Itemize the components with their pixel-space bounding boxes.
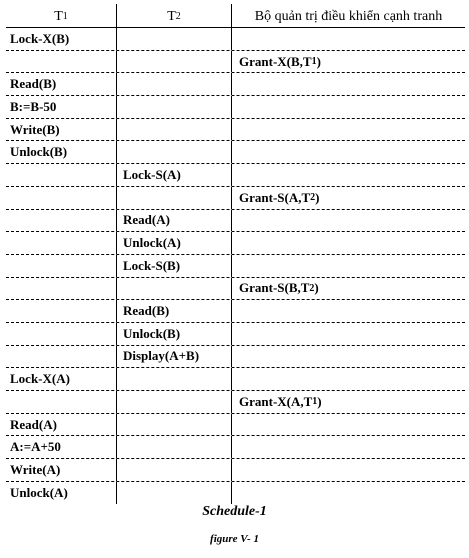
table-row: [6, 482, 465, 505]
table-row: [6, 28, 465, 51]
table-row: [6, 436, 465, 459]
manager-cell: [231, 346, 465, 368]
t1-cell: [6, 300, 116, 322]
t1-cell: Unlock(A): [10, 485, 68, 501]
t2-cell: [116, 187, 231, 209]
table-row: [6, 278, 465, 301]
manager-cell: Grant-X(B,T 1 ): [231, 51, 465, 73]
t2-cell: [116, 459, 231, 481]
manager-cell: [231, 96, 465, 118]
manager-cell: [231, 300, 465, 322]
t1-cell: A:=A+50: [10, 439, 61, 455]
t2-cell: [116, 436, 231, 458]
manager-cell: Grant-S(A,T 2 ): [231, 187, 465, 209]
header-t2: [116, 4, 231, 27]
t2-cell: Lock-S(A): [116, 164, 231, 186]
schedule-caption: Schedule-1: [202, 504, 267, 519]
t1-cell: [6, 278, 116, 300]
table-row: [6, 51, 465, 74]
table-row: [6, 210, 465, 233]
table-row: [6, 96, 465, 119]
schedule-table: [6, 4, 465, 504]
table-row: [6, 346, 465, 369]
table-row: [6, 300, 465, 323]
t1-cell: Lock-X(A): [10, 371, 70, 387]
t1-cell: Write(B): [10, 121, 60, 137]
t2-cell: [116, 391, 231, 413]
t2-cell: [116, 414, 231, 436]
manager-cell: [231, 482, 465, 505]
t2-cell: [116, 28, 231, 50]
table-row: [6, 73, 465, 96]
manager-cell: [231, 232, 465, 254]
manager-cell: [231, 414, 465, 436]
manager-cell: [231, 368, 465, 390]
table-row: [6, 368, 465, 391]
t1-cell: [6, 232, 116, 254]
manager-cell: [231, 73, 465, 95]
t2-cell: Read(A): [116, 210, 231, 232]
t1-cell: Lock-X(B): [10, 30, 70, 46]
header-t2-letter: T: [167, 8, 176, 24]
t2-cell: [116, 96, 231, 118]
manager-cell: [231, 210, 465, 232]
table-row: [6, 459, 465, 482]
manager-cell: [231, 164, 465, 186]
manager-cell: [231, 459, 465, 481]
table-row: [6, 255, 465, 278]
t1-cell: [6, 323, 116, 345]
t1-cell: Write(A): [10, 461, 61, 477]
table-row: [6, 414, 465, 437]
t1-cell: [6, 51, 116, 73]
t2-cell: [116, 119, 231, 141]
t2-cell: [116, 278, 231, 300]
t2-cell: Lock-S(B): [116, 255, 231, 277]
t2-cell: Read(B): [116, 300, 231, 322]
header-t1-letter: T: [54, 8, 63, 24]
manager-cell: [231, 323, 465, 345]
t1-cell: B:=B-50: [10, 98, 57, 114]
header-t1-sub: 1: [62, 11, 68, 22]
t2-cell: [116, 73, 231, 95]
table-row: [6, 141, 465, 164]
header-t2-sub: 2: [175, 11, 181, 22]
schedule-rows: [6, 28, 465, 504]
header-manager: Bộ quản trị điều khiển cạnh tranh: [231, 4, 465, 27]
t2-cell: Unlock(B): [116, 323, 231, 345]
table-row: [6, 187, 465, 210]
figure-label: figure V- 1: [210, 533, 259, 545]
table-row: [6, 119, 465, 142]
t1-cell: [6, 346, 116, 368]
t1-cell: [6, 255, 116, 277]
header-row: [6, 4, 465, 28]
header-t1: [6, 4, 116, 27]
manager-cell: Grant-S(B,T 2 ): [231, 278, 465, 300]
table-row: [6, 391, 465, 414]
table-row: [6, 232, 465, 255]
t2-cell: [116, 141, 231, 163]
t1-cell: [6, 210, 116, 232]
t1-cell: Unlock(B): [10, 144, 68, 160]
t2-cell: Display(A+B): [116, 346, 231, 368]
t2-cell: Unlock(A): [116, 232, 231, 254]
t1-cell: Read(B): [10, 76, 57, 92]
t1-cell: [6, 164, 116, 186]
t2-cell: [116, 368, 231, 390]
t1-cell: [6, 391, 116, 413]
t2-cell: [116, 51, 231, 73]
t1-cell: Read(A): [10, 416, 57, 432]
manager-cell: [231, 255, 465, 277]
table-row: [6, 164, 465, 187]
manager-cell: Grant-X(A,T 1 ): [231, 391, 465, 413]
manager-cell: [231, 28, 465, 50]
t2-cell: [116, 482, 231, 505]
table-row: [6, 323, 465, 346]
manager-cell: [231, 141, 465, 163]
manager-cell: [231, 119, 465, 141]
t1-cell: [6, 187, 116, 209]
manager-cell: [231, 436, 465, 458]
